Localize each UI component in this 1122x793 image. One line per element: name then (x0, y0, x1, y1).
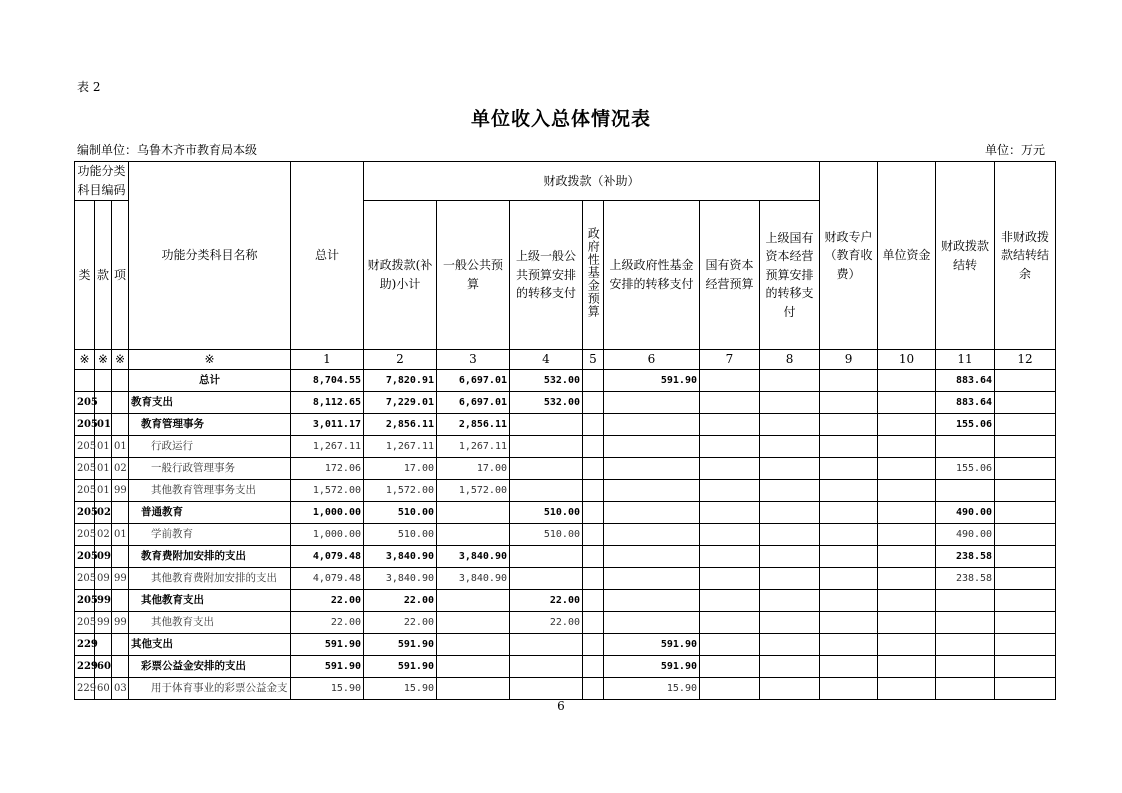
cell-lei (75, 370, 95, 392)
cell-c9 (820, 436, 878, 458)
table-row (75, 678, 1056, 700)
cell-c9 (820, 370, 878, 392)
cell-c11 (936, 436, 995, 458)
cell-c6 (604, 590, 700, 612)
table-row (75, 392, 1056, 414)
table-row (75, 524, 1056, 546)
cell-c12 (995, 392, 1056, 414)
table-number: 表 2 (77, 80, 101, 94)
cell-total: 22.00 (291, 612, 364, 634)
header-fiscal-subtotal: 财政拨款(补助)小计 (364, 201, 437, 350)
col-mark: ※ (75, 350, 95, 370)
cell-xiang: 02 (112, 458, 129, 480)
cell-c4: 22.00 (510, 612, 583, 634)
cell-c9 (820, 458, 878, 480)
cell-kuan (95, 370, 112, 392)
cell-c11 (936, 678, 995, 700)
cell-c9 (820, 524, 878, 546)
cell-c3 (437, 678, 510, 700)
header-upper-fund-transfer: 上级政府性基金安排的转移支付 (604, 201, 700, 350)
cell-name: 学前教育 (129, 524, 291, 546)
header-gov-fund-budget (583, 201, 604, 350)
cell-c5 (583, 392, 604, 414)
cell-c8 (760, 634, 820, 656)
cell-lei: 205 (75, 436, 95, 458)
cell-c7 (700, 634, 760, 656)
cell-xiang: 99 (112, 480, 129, 502)
cell-c12 (995, 458, 1056, 480)
table-row (75, 546, 1056, 568)
cell-c6 (604, 480, 700, 502)
table-row (75, 370, 1056, 392)
cell-c3 (437, 612, 510, 634)
cell-total: 8,112.65 (291, 392, 364, 414)
cell-c8 (760, 392, 820, 414)
cell-c6 (604, 502, 700, 524)
header-fiscal-carryover: 财政拨款结转 (936, 162, 995, 350)
cell-c11 (936, 480, 995, 502)
cell-xiang (112, 546, 129, 568)
cell-xiang (112, 502, 129, 524)
cell-total: 591.90 (291, 634, 364, 656)
cell-c6 (604, 568, 700, 590)
table-row (75, 480, 1056, 502)
cell-total: 1,000.00 (291, 524, 364, 546)
cell-c4 (510, 480, 583, 502)
cell-c2: 1,572.00 (364, 480, 437, 502)
table-row (75, 656, 1056, 678)
cell-c2: 2,856.11 (364, 414, 437, 436)
cell-c5 (583, 546, 604, 568)
cell-c9 (820, 656, 878, 678)
cell-c8 (760, 458, 820, 480)
cell-c4: 510.00 (510, 524, 583, 546)
cell-name: 其他教育支出 (129, 590, 291, 612)
income-table (74, 161, 1056, 700)
cell-kuan: 60 (95, 678, 112, 700)
cell-c6: 15.90 (604, 678, 700, 700)
cell-kuan: 09 (95, 568, 112, 590)
cell-total: 4,079.48 (291, 546, 364, 568)
cell-c11: 490.00 (936, 502, 995, 524)
cell-c8 (760, 568, 820, 590)
cell-c7 (700, 678, 760, 700)
cell-total: 8,704.55 (291, 370, 364, 392)
cell-c5 (583, 612, 604, 634)
cell-c6 (604, 612, 700, 634)
cell-total: 591.90 (291, 656, 364, 678)
cell-c11: 883.64 (936, 392, 995, 414)
table-row (75, 612, 1056, 634)
header-code-group: 功能分类科目编码 (75, 162, 129, 201)
cell-c9 (820, 480, 878, 502)
cell-c11 (936, 612, 995, 634)
cell-c6 (604, 392, 700, 414)
cell-c9 (820, 612, 878, 634)
cell-c6: 591.90 (604, 370, 700, 392)
page-number: 6 (557, 699, 565, 713)
cell-c7 (700, 436, 760, 458)
cell-c12 (995, 546, 1056, 568)
cell-c3 (437, 590, 510, 612)
cell-c8 (760, 370, 820, 392)
cell-c7 (700, 568, 760, 590)
cell-xiang (112, 370, 129, 392)
cell-c12 (995, 612, 1056, 634)
cell-c4: 510.00 (510, 502, 583, 524)
cell-c10 (878, 458, 936, 480)
cell-c11: 238.58 (936, 546, 995, 568)
cell-lei: 205 (75, 568, 95, 590)
cell-total: 4,079.48 (291, 568, 364, 590)
cell-lei: 205 (75, 546, 95, 568)
cell-c9 (820, 568, 878, 590)
cell-c8 (760, 502, 820, 524)
table-row (75, 458, 1056, 480)
header-gov-fund-budget-text: 政府性基金预算 (586, 226, 601, 318)
col-number: 1 (291, 350, 364, 370)
col-number: 4 (510, 350, 583, 370)
cell-kuan: 01 (95, 458, 112, 480)
table-row (75, 590, 1056, 612)
col-number: 12 (995, 350, 1056, 370)
cell-xiang (112, 414, 129, 436)
cell-c3: 17.00 (437, 458, 510, 480)
header-general-budget: 一般公共预算 (437, 201, 510, 350)
cell-c4 (510, 546, 583, 568)
cell-name: 用于体育事业的彩票公益金支 (129, 678, 291, 700)
cell-name: 教育费附加安排的支出 (129, 546, 291, 568)
cell-total: 1,572.00 (291, 480, 364, 502)
header-state-capital-budget: 国有资本经营预算 (700, 201, 760, 350)
cell-c2: 7,229.01 (364, 392, 437, 414)
cell-c7 (700, 546, 760, 568)
cell-lei: 205 (75, 612, 95, 634)
header-fiscal-group: 财政拨款（补助） (364, 162, 820, 201)
header-lei: 类 (75, 201, 95, 350)
cell-c3 (437, 634, 510, 656)
header-kuan: 款 (95, 201, 112, 350)
cell-c2: 1,267.11 (364, 436, 437, 458)
cell-c8 (760, 546, 820, 568)
cell-c11: 490.00 (936, 524, 995, 546)
cell-c6: 591.90 (604, 656, 700, 678)
cell-c2: 510.00 (364, 502, 437, 524)
cell-c8 (760, 656, 820, 678)
cell-c9 (820, 590, 878, 612)
header-upper-state-capital-transfer: 上级国有资本经营预算安排的转移支付 (760, 201, 820, 350)
cell-c4 (510, 414, 583, 436)
cell-c4 (510, 436, 583, 458)
cell-c3: 1,572.00 (437, 480, 510, 502)
header-nonfiscal-carryover: 非财政拨款结转结余 (995, 162, 1056, 350)
cell-c3 (437, 656, 510, 678)
cell-c12 (995, 568, 1056, 590)
header-special-account: 财政专户（教育收费） (820, 162, 878, 350)
cell-c8 (760, 524, 820, 546)
cell-lei: 229 (75, 634, 95, 656)
cell-name: 行政运行 (129, 436, 291, 458)
cell-kuan: 99 (95, 612, 112, 634)
cell-c5 (583, 502, 604, 524)
cell-c9 (820, 502, 878, 524)
cell-c10 (878, 546, 936, 568)
cell-kuan: 99 (95, 590, 112, 612)
cell-c10 (878, 414, 936, 436)
cell-xiang (112, 392, 129, 414)
cell-c7 (700, 414, 760, 436)
col-mark: ※ (112, 350, 129, 370)
cell-c4: 22.00 (510, 590, 583, 612)
cell-c12 (995, 502, 1056, 524)
cell-c7 (700, 392, 760, 414)
cell-name: 其他教育费附加安排的支出 (129, 568, 291, 590)
cell-c9 (820, 678, 878, 700)
col-number: 5 (583, 350, 604, 370)
cell-c12 (995, 634, 1056, 656)
cell-kuan: 02 (95, 502, 112, 524)
cell-c2: 17.00 (364, 458, 437, 480)
cell-c10 (878, 524, 936, 546)
cell-c4 (510, 656, 583, 678)
compiling-unit: 编制单位：乌鲁木齐市教育局本级 (77, 143, 258, 157)
cell-c7 (700, 590, 760, 612)
cell-c10 (878, 502, 936, 524)
cell-c5 (583, 480, 604, 502)
col-mark: ※ (129, 350, 291, 370)
cell-c7 (700, 480, 760, 502)
cell-c10 (878, 480, 936, 502)
cell-c12 (995, 414, 1056, 436)
cell-lei: 205 (75, 458, 95, 480)
table-row (75, 414, 1056, 436)
cell-c8 (760, 480, 820, 502)
cell-c3: 2,856.11 (437, 414, 510, 436)
cell-total: 1,267.11 (291, 436, 364, 458)
cell-c5 (583, 656, 604, 678)
col-number: 3 (437, 350, 510, 370)
cell-xiang (112, 656, 129, 678)
cell-c3: 3,840.90 (437, 568, 510, 590)
cell-xiang (112, 590, 129, 612)
cell-c7 (700, 612, 760, 634)
cell-c4 (510, 568, 583, 590)
cell-xiang (112, 634, 129, 656)
cell-c9 (820, 546, 878, 568)
cell-kuan: 60 (95, 656, 112, 678)
col-number: 8 (760, 350, 820, 370)
cell-c10 (878, 590, 936, 612)
cell-c12 (995, 590, 1056, 612)
cell-c9 (820, 392, 878, 414)
cell-c2: 15.90 (364, 678, 437, 700)
col-number: 10 (878, 350, 936, 370)
cell-c12 (995, 656, 1056, 678)
cell-lei: 205 (75, 524, 95, 546)
cell-c3: 6,697.01 (437, 392, 510, 414)
cell-c12 (995, 370, 1056, 392)
cell-xiang: 03 (112, 678, 129, 700)
cell-c2: 3,840.90 (364, 568, 437, 590)
cell-c4: 532.00 (510, 370, 583, 392)
cell-c10 (878, 678, 936, 700)
table-row (75, 634, 1056, 656)
cell-c4: 532.00 (510, 392, 583, 414)
cell-c5 (583, 458, 604, 480)
cell-c6 (604, 546, 700, 568)
cell-kuan: 01 (95, 436, 112, 458)
cell-c11 (936, 590, 995, 612)
cell-c10 (878, 612, 936, 634)
table-row (75, 502, 1056, 524)
cell-name: 彩票公益金安排的支出 (129, 656, 291, 678)
cell-c10 (878, 436, 936, 458)
cell-c11 (936, 656, 995, 678)
cell-total: 15.90 (291, 678, 364, 700)
cell-c11: 883.64 (936, 370, 995, 392)
cell-name: 总计 (129, 370, 291, 392)
cell-total: 22.00 (291, 590, 364, 612)
cell-c12 (995, 678, 1056, 700)
cell-c9 (820, 414, 878, 436)
cell-kuan: 02 (95, 524, 112, 546)
cell-c12 (995, 436, 1056, 458)
cell-c11 (936, 634, 995, 656)
cell-c5 (583, 634, 604, 656)
cell-xiang: 01 (112, 524, 129, 546)
page-title: 单位收入总体情况表 (470, 108, 651, 130)
col-number: 11 (936, 350, 995, 370)
cell-c3: 6,697.01 (437, 370, 510, 392)
cell-kuan: 09 (95, 546, 112, 568)
cell-kuan: 01 (95, 414, 112, 436)
cell-c6 (604, 524, 700, 546)
col-number: 6 (604, 350, 700, 370)
cell-c5 (583, 568, 604, 590)
cell-name: 其他教育管理事务支出 (129, 480, 291, 502)
cell-c10 (878, 392, 936, 414)
cell-total: 1,000.00 (291, 502, 364, 524)
cell-lei: 205 (75, 392, 95, 414)
cell-name: 教育管理事务 (129, 414, 291, 436)
cell-c8 (760, 612, 820, 634)
cell-c12 (995, 480, 1056, 502)
cell-c10 (878, 568, 936, 590)
header-unit-funds: 单位资金 (878, 162, 936, 350)
cell-c3 (437, 502, 510, 524)
cell-c10 (878, 370, 936, 392)
cell-xiang: 99 (112, 568, 129, 590)
col-number: 2 (364, 350, 437, 370)
header-total: 总计 (291, 162, 364, 350)
col-number: 9 (820, 350, 878, 370)
cell-c12 (995, 524, 1056, 546)
cell-c4 (510, 678, 583, 700)
cell-c5 (583, 370, 604, 392)
cell-c8 (760, 590, 820, 612)
cell-name: 其他支出 (129, 634, 291, 656)
cell-c2: 591.90 (364, 634, 437, 656)
cell-c4 (510, 634, 583, 656)
cell-name: 一般行政管理事务 (129, 458, 291, 480)
cell-name: 其他教育支出 (129, 612, 291, 634)
cell-c7 (700, 370, 760, 392)
table-row (75, 436, 1056, 458)
cell-lei: 229 (75, 656, 95, 678)
cell-name: 教育支出 (129, 392, 291, 414)
cell-name: 普通教育 (129, 502, 291, 524)
cell-c2: 510.00 (364, 524, 437, 546)
cell-lei: 205 (75, 502, 95, 524)
header-upper-general-transfer: 上级一般公共预算安排的转移支付 (510, 201, 583, 350)
cell-c9 (820, 634, 878, 656)
cell-c6 (604, 414, 700, 436)
cell-c7 (700, 656, 760, 678)
cell-c2: 22.00 (364, 612, 437, 634)
cell-c11: 155.06 (936, 458, 995, 480)
cell-c2: 3,840.90 (364, 546, 437, 568)
cell-c8 (760, 414, 820, 436)
cell-c5 (583, 436, 604, 458)
cell-c7 (700, 502, 760, 524)
cell-c5 (583, 414, 604, 436)
cell-c3: 1,267.11 (437, 436, 510, 458)
cell-c7 (700, 524, 760, 546)
cell-lei: 205 (75, 590, 95, 612)
cell-total: 3,011.17 (291, 414, 364, 436)
cell-c6 (604, 436, 700, 458)
cell-c10 (878, 656, 936, 678)
cell-kuan: 01 (95, 480, 112, 502)
cell-lei: 205 (75, 414, 95, 436)
cell-c11: 155.06 (936, 414, 995, 436)
cell-c6 (604, 458, 700, 480)
cell-total: 172.06 (291, 458, 364, 480)
cell-c4 (510, 458, 583, 480)
cell-c11: 238.58 (936, 568, 995, 590)
cell-xiang: 99 (112, 612, 129, 634)
col-mark: ※ (95, 350, 112, 370)
col-number: 7 (700, 350, 760, 370)
cell-c2: 591.90 (364, 656, 437, 678)
cell-c8 (760, 678, 820, 700)
cell-c10 (878, 634, 936, 656)
cell-c2: 7,820.91 (364, 370, 437, 392)
cell-c6: 591.90 (604, 634, 700, 656)
table-row (75, 568, 1056, 590)
cell-c7 (700, 458, 760, 480)
cell-c5 (583, 678, 604, 700)
cell-c8 (760, 436, 820, 458)
cell-xiang: 01 (112, 436, 129, 458)
cell-lei: 229 (75, 678, 95, 700)
cell-c5 (583, 590, 604, 612)
currency-unit: 单位：万元 (985, 143, 1046, 157)
header-name: 功能分类科目名称 (129, 162, 291, 350)
table-body (75, 370, 1056, 700)
cell-c3 (437, 524, 510, 546)
cell-c2: 22.00 (364, 590, 437, 612)
header-xiang: 项 (112, 201, 129, 350)
cell-c3: 3,840.90 (437, 546, 510, 568)
cell-lei: 205 (75, 480, 95, 502)
cell-c5 (583, 524, 604, 546)
